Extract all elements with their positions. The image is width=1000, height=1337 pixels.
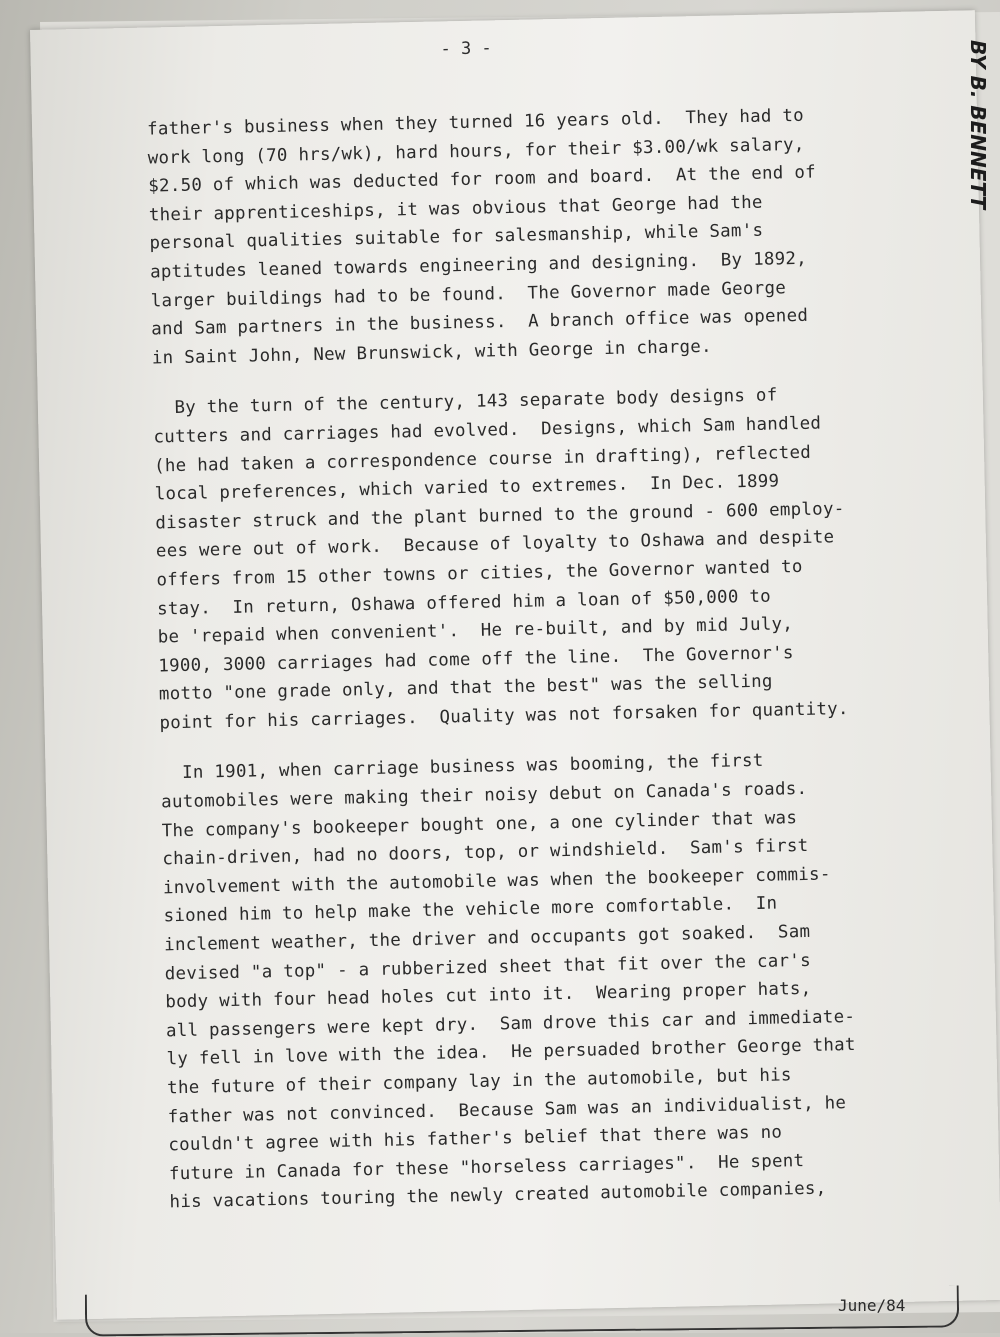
text-line: and Sam partners in the business. A branch office was opened bbox=[151, 305, 809, 340]
text-line: the future of their company lay in the automobile, but his bbox=[166, 1065, 792, 1099]
text-line: involvement with the automobile was when the bookeeper commis- bbox=[162, 864, 831, 899]
text-line: chain-driven, had no doors, top, or windshield. Sam's first bbox=[162, 836, 809, 870]
text-line: motto "one grade only, and that the best" was the selling bbox=[158, 671, 773, 705]
text-line: $2.50 of which was deducted for room and board. At the end of bbox=[148, 162, 817, 197]
text-line: ly fell in love with the idea. He persuaded brother George that bbox=[166, 1035, 856, 1070]
paragraph bbox=[160, 743, 969, 1217]
text-line: future in Canada for these "horseless carriages". He spent bbox=[168, 1150, 805, 1185]
paragraph bbox=[153, 378, 960, 738]
text-line: In 1901, when carriage business was booming, the first bbox=[160, 751, 764, 784]
footer-date: June/84 bbox=[838, 1296, 906, 1315]
text-line: By the turn of the century, 143 separate body designs of bbox=[152, 385, 778, 419]
text-line: offers from 15 other towns or cities, the Governor wanted to bbox=[156, 556, 803, 591]
text-line: his vacations touring the newly created automobile companies, bbox=[169, 1178, 827, 1213]
text-line: ees were out of work. Because of loyalty to Oshawa and despite bbox=[155, 527, 835, 562]
text-line: their apprenticeships, it was obvious that George had the bbox=[148, 192, 763, 226]
text-line: work long (70 hrs/wk), hard hours, for their $3.00/wk salary, bbox=[147, 134, 805, 169]
text-line: body with four head holes cut into it. Wearing proper hats, bbox=[165, 979, 812, 1013]
text-line: larger buildings had to be found. The Governor made George bbox=[150, 277, 787, 312]
text-line: personal qualities suitable for salesmanship, while Sam's bbox=[149, 221, 764, 254]
text-line: all passengers were kept dry. Sam drove this car and immediate- bbox=[165, 1006, 856, 1042]
typed-page bbox=[30, 10, 1000, 1320]
text-line: devised "a top" - a rubberized sheet that fit over the car's bbox=[164, 950, 812, 985]
text-line: sioned him to help make the vehicle more comfortable. In bbox=[163, 893, 778, 927]
handwritten-margin-note bbox=[950, 40, 1000, 240]
paragraph bbox=[147, 99, 952, 373]
text-line: point for his carriages. Quality was not forsaken for quantity. bbox=[159, 698, 849, 734]
text-line: be 'repaid when convenient'. He re-built, and by mid July, bbox=[157, 614, 794, 648]
text-line: (he had taken a correspondence course in drafting), reflected bbox=[153, 442, 812, 477]
body-text bbox=[147, 99, 970, 1239]
text-line: automobiles were making their noisy debut on Canada's roads. bbox=[160, 778, 808, 813]
text-line: 1900, 3000 carriages had come off the line. The Governor's bbox=[158, 642, 794, 677]
text-line: father was not convinced. Because Sam was an individualist, he bbox=[167, 1092, 847, 1127]
text-line: The company's bookeeper bought one, a one cylinder that was bbox=[161, 807, 798, 842]
text-line: couldn't agree with his father's belief that there was no bbox=[168, 1122, 783, 1156]
text-line: disaster struck and the plant burned to the ground - 600 employ- bbox=[155, 498, 845, 534]
text-line: local preferences, which varied to extremes. In Dec. 1899 bbox=[154, 471, 780, 505]
text-line: stay. In return, Oshawa offered him a loan of $50,000 to bbox=[156, 586, 772, 619]
text-line: inclement weather, the driver and occupants got soaked. Sam bbox=[163, 921, 811, 956]
text-line: father's business when they turned 16 years old. They had to bbox=[146, 105, 805, 140]
text-line: cutters and carriages had evolved. Designs, which Sam handled bbox=[153, 413, 822, 448]
text-line: aptitudes leaned towards engineering and designing. By 1892, bbox=[149, 248, 808, 283]
margin-note-text: BY B. BENNETT bbox=[966, 40, 990, 210]
page-number: - 3 - bbox=[440, 38, 492, 60]
text-line: in Saint John, New Brunswick, with George in charge. bbox=[151, 336, 713, 369]
